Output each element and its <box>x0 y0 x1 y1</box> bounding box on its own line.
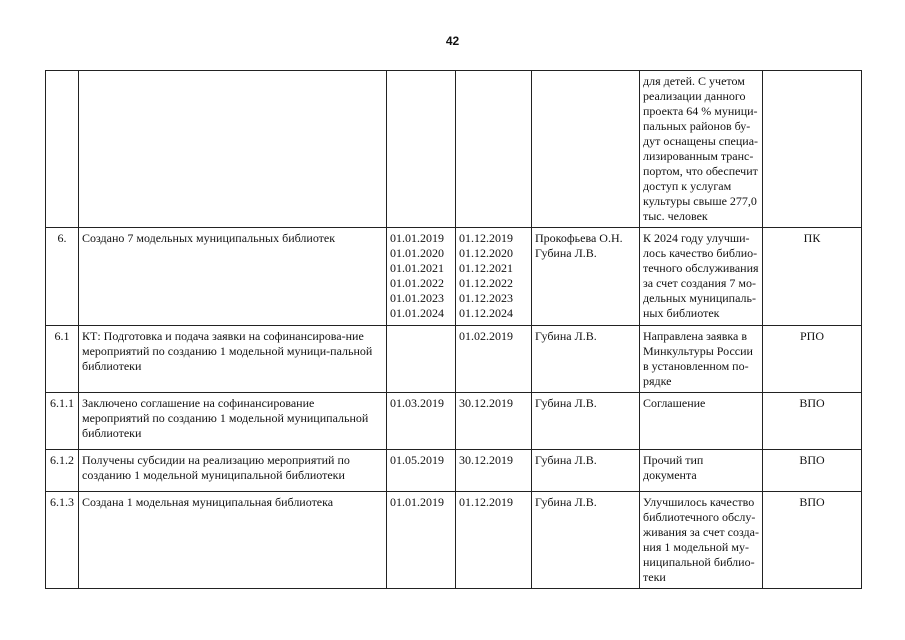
table-row <box>46 71 862 228</box>
responsible-line: Губина Л.В. <box>535 396 597 410</box>
result-line: ниципальной библио- <box>643 555 755 569</box>
end-date-line: 01.12.2022 <box>459 276 513 290</box>
end-date <box>456 450 532 492</box>
result-line: для детей. С учетом <box>643 74 745 88</box>
end-date-line: 01.12.2019 <box>459 495 513 509</box>
row-title: КТ: Подготовка и подача заявки на софинансирова-ние мероприятий по созданию 1 модельной муници-пальной библиотеки <box>79 326 387 393</box>
responsible <box>532 450 640 492</box>
result-line: за счет создания 7 мо- <box>643 276 756 290</box>
table-row <box>46 492 862 589</box>
result-line: течного обслуживания <box>643 261 759 275</box>
result-line: ния 1 модельной му- <box>643 540 749 554</box>
plan-table <box>45 70 862 589</box>
result-line: реализации данного <box>643 89 746 103</box>
row-title: Заключено соглашение на софинансирование мероприятий по созданию 1 модельной муниципальной библиотеки <box>79 393 387 450</box>
row-title: Создана 1 модельная муниципальная библиотека <box>79 492 387 589</box>
row-title: Создано 7 модельных муниципальных библиотек <box>79 228 387 326</box>
control-kind: ВПО <box>763 492 862 589</box>
result <box>640 492 763 589</box>
result <box>640 450 763 492</box>
result-line: К 2024 году улучши- <box>643 231 750 245</box>
row-number: 6.1.2 <box>46 450 79 492</box>
responsible-line: Губина Л.В. <box>535 495 597 509</box>
result <box>640 71 763 228</box>
start-date-line: 01.01.2022 <box>390 276 444 290</box>
control-kind: ВПО <box>763 393 862 450</box>
end-date <box>456 326 532 393</box>
responsible-line: Губина Л.В. <box>535 329 597 343</box>
result-line: библиотечного обслу- <box>643 510 756 524</box>
start-date <box>387 450 456 492</box>
control-kind: ПК <box>763 228 862 326</box>
result-line: проекта 64 % муници- <box>643 104 758 118</box>
responsible-line: Прокофьева О.Н. <box>535 231 623 245</box>
start-date <box>387 326 456 393</box>
result-line: в установленном по- <box>643 359 749 373</box>
responsible <box>532 393 640 450</box>
start-date <box>387 492 456 589</box>
responsible <box>532 71 640 228</box>
responsible <box>532 228 640 326</box>
end-date <box>456 492 532 589</box>
result-line: пальных районов бу- <box>643 119 751 133</box>
page-number: 42 <box>445 34 460 48</box>
table-row <box>46 228 862 326</box>
start-date-line: 01.05.2019 <box>390 453 444 467</box>
start-date-line: 01.01.2020 <box>390 246 444 260</box>
result-line: дельных муниципаль- <box>643 291 756 305</box>
result <box>640 228 763 326</box>
result-line: рядке <box>643 374 672 388</box>
end-date <box>456 393 532 450</box>
responsible <box>532 492 640 589</box>
end-date-line: 01.12.2020 <box>459 246 513 260</box>
result-line: ных библиотек <box>643 306 720 320</box>
result-line: живания за счет созда- <box>643 525 759 539</box>
result-line: дут оснащены специа- <box>643 134 759 148</box>
result-line: Улучшилось качество <box>643 495 755 509</box>
responsible <box>532 326 640 393</box>
end-date-line: 30.12.2019 <box>459 453 513 467</box>
start-date <box>387 393 456 450</box>
start-date-line: 01.01.2023 <box>390 291 444 305</box>
responsible-line: Губина Л.В. <box>535 453 597 467</box>
responsible-line: Губина Л.В. <box>535 246 597 260</box>
row-number: 6.1.3 <box>46 492 79 589</box>
result-line: доступ к услугам <box>643 179 732 193</box>
start-date-line: 01.01.2019 <box>390 231 444 245</box>
row-title: Получены субсидии на реализацию мероприятий по созданию 1 модельной муниципальной библиотеки <box>79 450 387 492</box>
table-row <box>46 393 862 450</box>
start-date-line: 01.01.2019 <box>390 495 444 509</box>
control-kind <box>763 71 862 228</box>
end-date <box>456 228 532 326</box>
end-date-line: 01.12.2023 <box>459 291 513 305</box>
result-line: культуры свыше 277,0 <box>643 194 757 208</box>
result-line: лизированным транс- <box>643 149 754 163</box>
result <box>640 393 763 450</box>
control-kind: РПО <box>763 326 862 393</box>
result-line: Соглашение <box>643 396 706 410</box>
row-number <box>46 71 79 228</box>
start-date <box>387 71 456 228</box>
end-date-line: 01.02.2019 <box>459 329 513 343</box>
result <box>640 326 763 393</box>
end-date-line: 01.12.2021 <box>459 261 513 275</box>
result-line: Прочий тип документа <box>643 453 704 482</box>
end-date-line: 30.12.2019 <box>459 396 513 410</box>
row-number: 6. <box>46 228 79 326</box>
row-title <box>79 71 387 228</box>
start-date <box>387 228 456 326</box>
result-line: Минкультуры России <box>643 344 753 358</box>
result-line: теки <box>643 570 666 584</box>
result-line: портом, что обеспечит <box>643 164 758 178</box>
table-row <box>46 450 862 492</box>
end-date <box>456 71 532 228</box>
result-line: тыс. человек <box>643 209 708 223</box>
start-date-line: 01.01.2021 <box>390 261 444 275</box>
row-number: 6.1 <box>46 326 79 393</box>
table-row <box>46 326 862 393</box>
end-date-line: 01.12.2019 <box>459 231 513 245</box>
result-line: Направлена заявка в <box>643 329 748 343</box>
end-date-line: 01.12.2024 <box>459 306 513 320</box>
result-line: лось качество библио- <box>643 246 758 260</box>
row-number: 6.1.1 <box>46 393 79 450</box>
start-date-line: 01.03.2019 <box>390 396 444 410</box>
control-kind: ВПО <box>763 450 862 492</box>
start-date-line: 01.01.2024 <box>390 306 444 320</box>
